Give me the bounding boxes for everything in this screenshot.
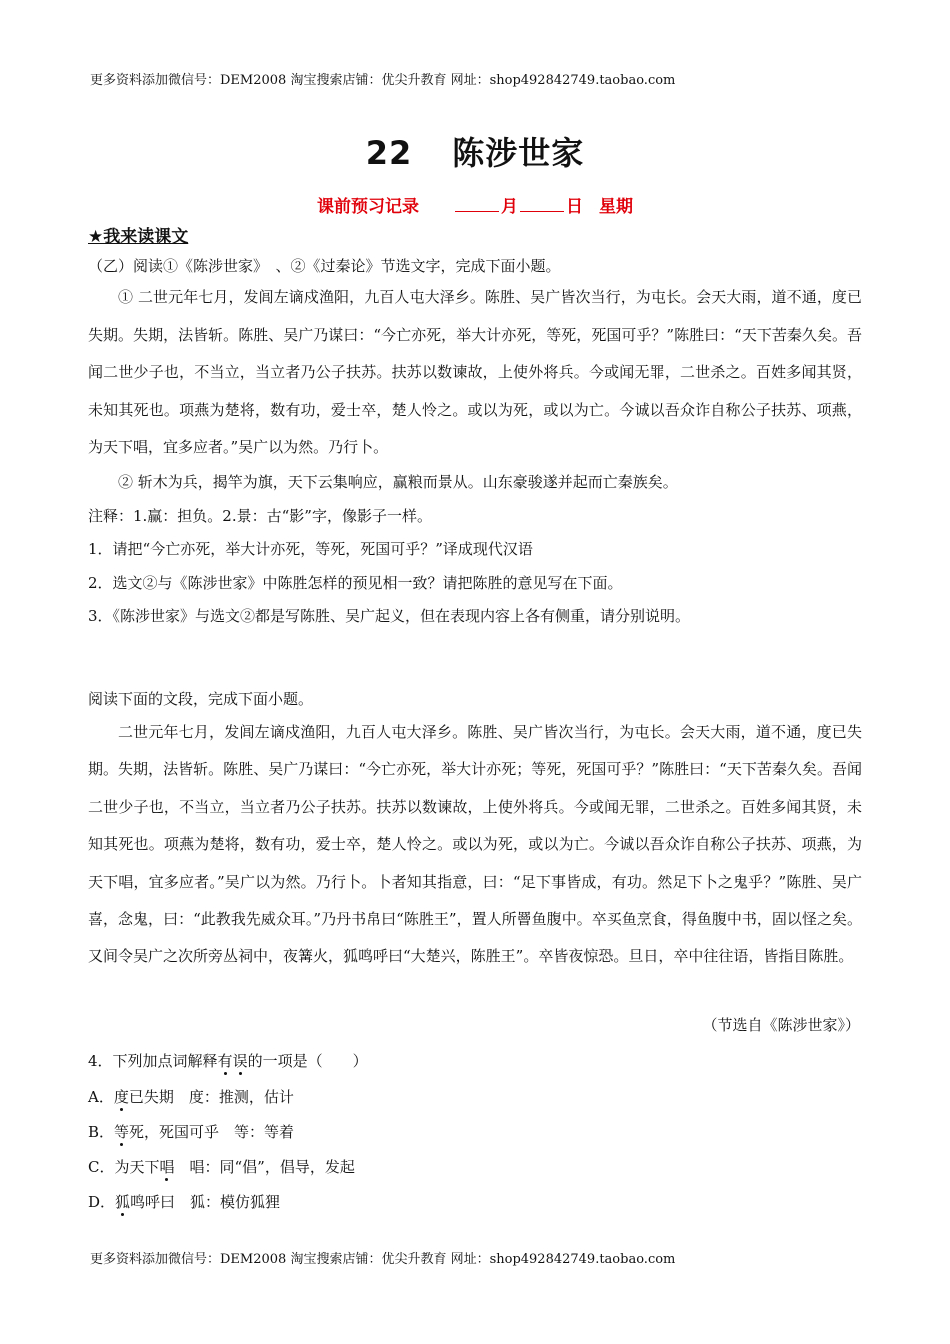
passage-paragraph: 二世元年七月，发闾左谪戍渔阳，九百人屯大泽乡。陈胜、吴广皆次当行，为屯长。会天大雨，道不通，度已失期。失期，法皆斩。陈胜、吴广乃谋曰：“今亡亦死，举大计亦死；等死，死国可乎？”陈胜曰：“天下苦秦久矣。吾闻二世少子也，不当立，当立者乃公子扶苏。扶苏以数谏故，上使外将兵。今或闻无罪，二世杀之。百姓多闻其贤，未知其死也。项燕为楚将，数有功，爱士卒，楚人怜之。或以为死，或以为亡。今诚以吾众诈自称公子扶苏、项燕，为天下唱，宜多应者。”吴广以为然。乃行卜。卜者知其指意，曰：“足下事皆成，有功。然足下卜之鬼乎？”陈胜、吴广喜，念鬼，曰：“此教我先威众耳。”乃丹书帛曰“陈胜王”，置人所罾鱼腹中。卒买鱼烹食，得鱼腹中书，固以怪之矣。又间令吴广之次所旁丛祠中，夜篝火，狐鸣呼曰“大楚兴，陈胜王”。卒皆夜惊恐。旦日，卒中往往语，皆指目陈胜。 <box>88 723 862 966</box>
preview-record <box>0 192 950 217</box>
option-label: B． <box>88 1123 115 1141</box>
source-citation: （节选自《陈涉世家》） <box>702 1016 860 1034</box>
part2-passage <box>88 714 862 976</box>
option-b <box>88 1121 294 1142</box>
option-text: 已失期 度：推测，估计 <box>128 1088 294 1106</box>
option-text: 唱：同“倡”，倡导，发起 <box>174 1158 355 1176</box>
option-text: 死，死国可乎 等：等着 <box>129 1123 295 1141</box>
annotation-note: 注释：1.赢：担负。2.景：古“影”字，像影子一样。 <box>88 507 432 525</box>
question-2: 2．选文②与《陈涉世家》中陈胜怎样的预见相一致？请把陈胜的意见写在下面。 <box>88 574 623 592</box>
page-header: 更多资料添加微信号：DEM2008 淘宝搜索店铺：优尖升教育 网址：shop492842749.taobao.com <box>90 73 676 88</box>
month-blank <box>455 197 499 212</box>
option-a <box>88 1086 294 1107</box>
record-weekday: 星期 <box>599 197 633 217</box>
dotted-char: 度 <box>113 1088 129 1106</box>
question-3: 3．《陈涉世家》与选文②都是写陈胜、吴广起义，但在表现内容上各有侧重，请分别说明。 <box>88 607 691 625</box>
record-label: 课前预习记录 <box>317 197 419 217</box>
dotted-char: 等 <box>114 1123 130 1141</box>
option-label: C．为天下 <box>88 1158 160 1176</box>
page-title <box>0 128 950 174</box>
passage-paragraph-2: ② 斩木为兵，揭竿为旗，天下云集响应，赢粮而景从。山东豪骏遂并起而亡秦族矣。 <box>118 472 678 491</box>
page-footer: 更多资料添加微信号：DEM2008 淘宝搜索店铺：优尖升教育 网址：shop492842749.taobao.com <box>90 1252 676 1267</box>
record-day: 日 <box>566 197 583 217</box>
dotted-char: 狐 <box>115 1193 131 1211</box>
day-blank <box>520 197 564 212</box>
q4-dotted-char: 误 <box>232 1052 248 1070</box>
lesson-name: 陈涉世家 <box>452 134 585 172</box>
question-4-stem <box>88 1050 368 1071</box>
option-label: A． <box>88 1088 114 1106</box>
q4-stem-post: 的一项是（ ） <box>247 1052 368 1070</box>
part1-intro: （乙）阅读①《陈涉世家》 、②《过秦论》节选文字，完成下面小题。 <box>88 257 561 275</box>
option-label: D． <box>88 1193 116 1211</box>
option-text: 鸣呼曰 狐：模仿狐狸 <box>130 1193 281 1211</box>
option-c <box>88 1156 355 1177</box>
passage-paragraph-1: ① 二世元年七月，发闾左谪戍渔阳，九百人屯大泽乡。陈胜、吴广皆次当行，为屯长。会天大雨，道不通，度已失期。失期，法皆斩。陈胜、吴广乃谋曰：“今亡亦死，举大计亦死，等死，死国可乎？”陈胜曰：“天下苦秦久矣。吾闻二世少子也，不当立，当立者乃公子扶苏。扶苏以数谏故，上使外将兵。今或闻无罪，二世杀之。百姓多闻其贤，未知其死也。项燕为楚将，数有功，爱士卒，楚人怜之。或以为死，或以为亡。今诚以吾众诈自称公子扶苏、项燕，为天下唱，宜多应者。”吴广以为然。乃行卜。 <box>88 288 862 456</box>
q4-dotted-char: 有 <box>217 1052 233 1070</box>
question-1: 1．请把“今亡亦死，举大计亦死，等死，死国可乎？”译成现代汉语 <box>88 540 533 558</box>
part1-passage <box>88 279 862 497</box>
record-month: 月 <box>501 197 518 217</box>
lesson-number: 22 <box>365 134 413 172</box>
section-heading: ★我来读课文 <box>88 227 189 247</box>
q4-stem-pre: 4．下列加点词解释 <box>88 1052 218 1070</box>
part2-intro: 阅读下面的文段，完成下面小题。 <box>88 690 314 708</box>
option-d <box>88 1191 280 1212</box>
dotted-char: 唱 <box>159 1158 175 1176</box>
